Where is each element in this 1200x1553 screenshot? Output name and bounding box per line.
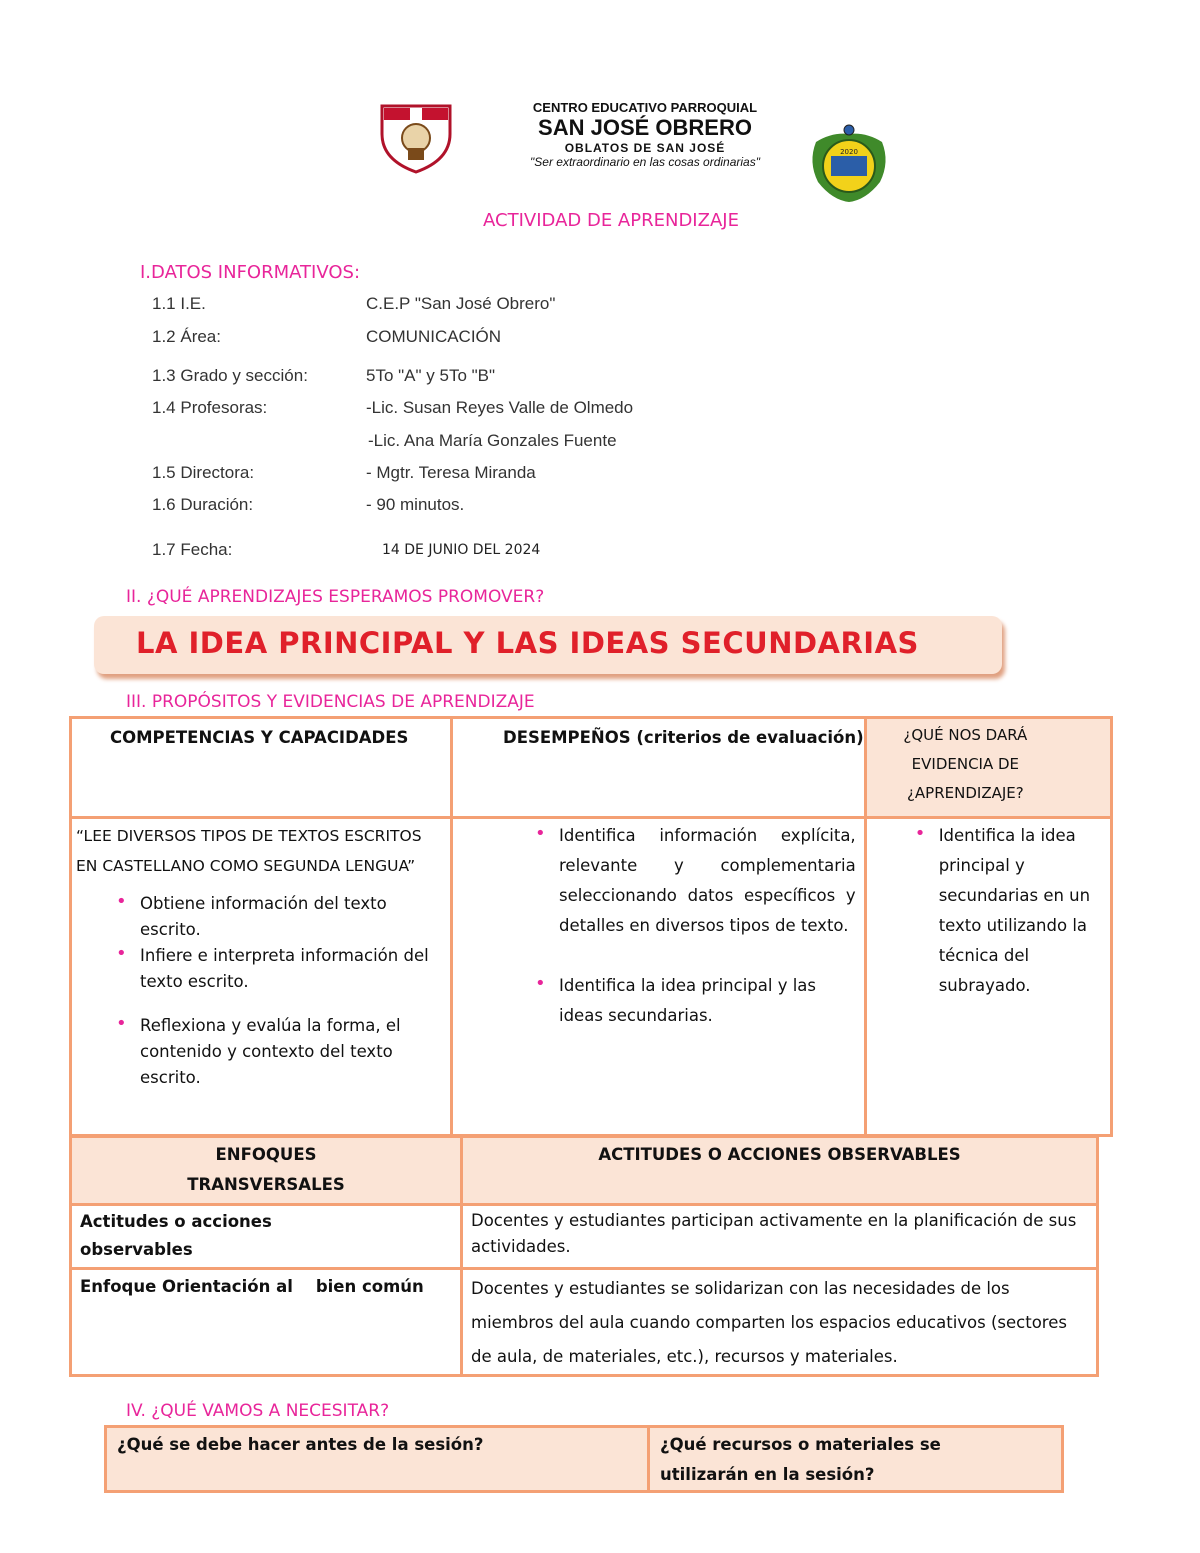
competencias-cell [71,818,452,1136]
competencias-header-cell [71,718,452,818]
competence-text: “LEE DIVERSOS TIPOS DE TEXTOS ESCRITOS EN CASTELLANO COMO SEGUNDA LENGUA” [76,827,422,875]
capacities-list [112,891,450,1091]
institution-shield-logo [806,122,892,204]
value-area: COMUNICACIÓN [366,327,502,346]
value-ie: C.E.P "San José Obrero" [366,294,556,313]
col-desempenos-header: DESEMPEÑOS (criterios de evaluación) [503,728,864,747]
topic-banner [94,616,1002,674]
header-line1: CENTRO EDUCATIVO PARROQUIAL [532,100,758,115]
recursos-header: ¿Qué recursos o materiales se utilizarán en la sesión? [660,1435,941,1484]
value-duracion: - 90 minutos. [366,495,465,514]
header-line3: OBLATOS DE SAN JOSÉ [564,141,726,155]
value-profesora-1: -Lic. Susan Reyes Valle de Olmedo [366,398,634,417]
enfoque-row-2-right: Docentes y estudiantes se solidarizan con las necesidades de los miembros del aula cuando comparten los espacios educativos (sectores de aula, de materiales, etc.), recursos y materiales. [471,1279,1067,1366]
topic-title: LA IDEA PRINCIPAL Y LAS IDEAS SECUNDARIAS [136,626,919,660]
school-name: SAN JOSÉ OBRERO [538,115,752,140]
enfoques-header-cell [71,1137,462,1205]
desempenos-header-cell [452,718,866,818]
actitudes-header: ACTITUDES O ACCIONES OBSERVABLES [598,1145,961,1164]
value-directora: - Mgtr. Teresa Miranda [366,463,536,482]
evidencia-header-cell [865,718,1111,818]
evidence-item: • Identifica la idea principal y secundarias en un texto utilizando la técnica del subrayado. [911,821,1104,1001]
label-fecha: 1.7 Fecha: [152,540,233,559]
value-grado: 5To "A" y 5To "B" [366,366,496,385]
section1-heading: I.DATOS INFORMATIVOS: [140,262,361,283]
school-crest-logo [378,104,454,174]
section4-heading: IV. ¿QUÉ VAMOS A NECESITAR? [126,1401,390,1421]
enfoque-row-1-right: Docentes y estudiantes participan activamente en la planificación de sus actividades. [471,1211,1077,1256]
col-evidencia-header: ¿QUÉ NOS DARÁ EVIDENCIA DE ¿APRENDIZAJE? [903,726,1028,802]
performance-item: • Identifica la idea principal y las ideas secundarias. [531,971,856,1031]
enfoque-row-1-left: Actitudes o acciones observables [80,1212,272,1259]
value-profesora-2: -Lic. Ana María Gonzales Fuente [368,431,617,450]
enfoque-row-1-right-cell [462,1205,1098,1269]
performance-item: • Identifica información explícita, relevante y complementaria seleccionando datos específicos y detalles en diversos tipos de texto. [531,821,856,941]
school-motto: "Ser extraordinario en las cosas ordinarias" [530,155,760,169]
enfoques-table [69,1135,1099,1377]
label-area: 1.2 Área: [152,327,221,346]
recursos-cell [649,1427,1063,1492]
enfoque-row-2-right-cell [462,1269,1098,1376]
label-ie: 1.1 I.E. [152,294,206,313]
section2-heading: II. ¿QUÉ APRENDIZAJES ESPERAMOS PROMOVER? [126,587,545,607]
capacity-item: • Reflexiona y evalúa la forma, el contenido y contexto del texto escrito. [112,1013,450,1091]
label-profesoras: 1.4 Profesoras: [152,398,268,417]
desempenos-cell [452,818,866,1136]
competencias-table [69,716,1113,1137]
page-title: ACTIVIDAD DE APRENDIZAJE [483,210,739,231]
enfoque-row-2-left: Enfoque Orientación al bien común [80,1277,424,1296]
evidence-list [911,821,1104,1001]
svg-text:2020: 2020 [840,148,858,156]
col-competencias-header: COMPETENCIAS Y CAPACIDADES [110,728,409,747]
section3-heading: III. PROPÓSITOS Y EVIDENCIAS DE APRENDIZAJE [126,692,535,712]
enfoque-row-1-left-cell [71,1205,462,1269]
enfoques-header: ENFOQUES TRANSVERSALES [187,1145,345,1194]
capacity-item: • Infiere e interpreta información del texto escrito. [112,943,450,995]
value-fecha: 14 DE JUNIO DEL 2024 [382,542,541,558]
necesitar-table [104,1425,1064,1493]
label-grado: 1.3 Grado y sección: [152,366,308,385]
enfoque-row-2-left-cell [71,1269,462,1376]
label-directora: 1.5 Directora: [152,463,255,482]
actitudes-header-cell [462,1137,1098,1205]
label-duracion: 1.6 Duración: [152,495,254,514]
performances-list [531,821,856,1031]
antes-sesion-header: ¿Qué se debe hacer antes de la sesión? [117,1435,484,1454]
evidencia-cell [865,818,1111,1136]
antes-sesion-cell [106,1427,649,1492]
capacity-item: • Obtiene información del texto escrito. [112,891,450,943]
